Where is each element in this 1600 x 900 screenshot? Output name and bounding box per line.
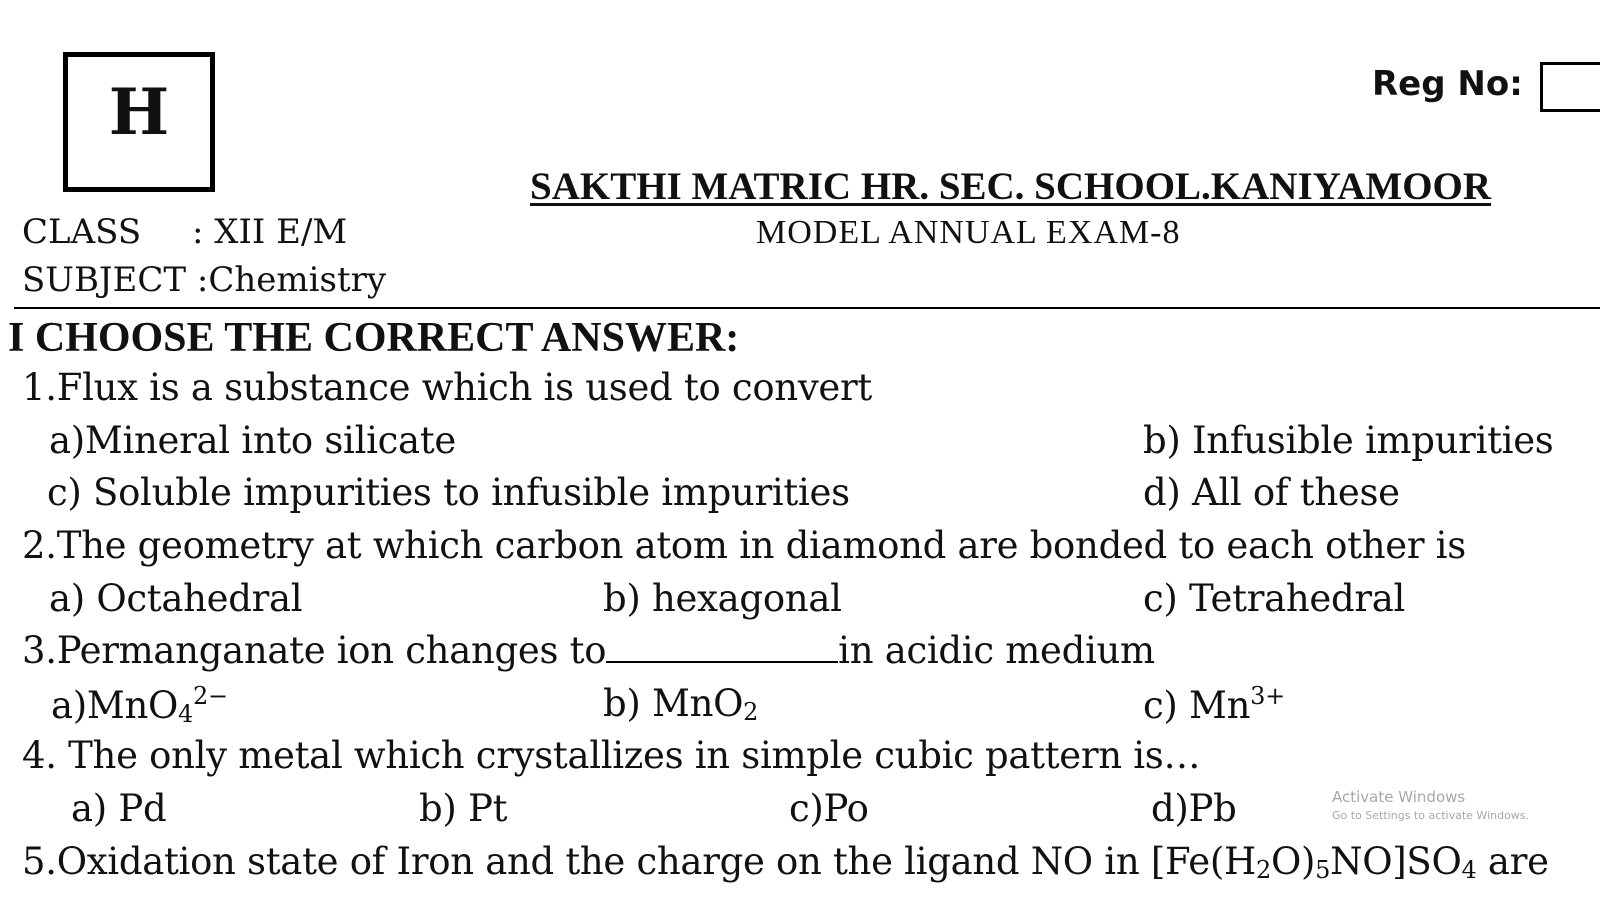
section-heading: I CHOOSE THE CORRECT ANSWER: [8, 315, 740, 361]
class-label: CLASS [22, 212, 142, 252]
class-value: XII E/M [214, 212, 348, 252]
activate-windows-watermark [1332, 788, 1529, 822]
q4-option-b: b) Pt [419, 787, 508, 830]
q3-option-c: c) $Mn^{3+}$ [1143, 682, 1285, 727]
q3-text-before: 3.Permanganate ion changes to [22, 629, 607, 672]
q2-option-a: a) Octahedral [49, 577, 303, 620]
class-colon: : [192, 212, 204, 252]
question-5: 5.Oxidation state of Iron and the charge on the ligand NO in [Fe(H2O)5NO]SO4 are [22, 840, 1549, 884]
watermark-title: Activate Windows [1332, 788, 1466, 806]
watermark-subtitle: Go to Settings to activate Windows. [1332, 809, 1530, 822]
question-2: 2.The geometry at which carbon atom in diamond are bonded to each other is [22, 524, 1466, 567]
q4-option-a: a) Pd [71, 787, 167, 830]
subject-row [22, 260, 386, 300]
school-name: SAKTHI MATRIC HR. SEC. SCHOOL.KANIYAMOOR [530, 165, 1492, 208]
q3-text-after: in acidic medium [838, 629, 1155, 672]
exam-title: MODEL ANNUAL EXAM-8 [756, 214, 1181, 251]
q3-option-b: b) MnO2 [603, 682, 759, 726]
q1-option-b: b) Infusible impurities [1143, 419, 1554, 462]
school-logo [63, 52, 215, 192]
q1-option-d: d) All of these [1143, 471, 1400, 514]
reg-no-label: Reg No: [1372, 64, 1523, 104]
question-1: 1.Flux is a substance which is used to convert [22, 366, 872, 409]
subject-colon: : [196, 260, 209, 300]
class-row [22, 212, 347, 252]
q4-option-c: c)Po [789, 787, 869, 830]
subject-value: Chemistry [208, 260, 387, 300]
header-divider [14, 307, 1600, 309]
subject-label: SUBJECT [22, 260, 187, 300]
question-3 [22, 629, 1155, 672]
q3-option-a: $a)MnO4^{2-}$ [51, 682, 228, 728]
q4-option-d: d)Pb [1151, 787, 1237, 830]
q1-option-c: c) Soluble impurities to infusible impurities [47, 471, 850, 514]
logo-letter: H [108, 75, 170, 150]
q3-blank-line [606, 631, 838, 663]
q1-option-a: a)Mineral into silicate [49, 419, 456, 462]
q2-option-c: c) Tetrahedral [1143, 577, 1406, 620]
q2-option-b: b) hexagonal [603, 577, 842, 620]
reg-no-box [1540, 62, 1600, 112]
question-4: 4. The only metal which crystallizes in simple cubic pattern is… [22, 734, 1201, 777]
